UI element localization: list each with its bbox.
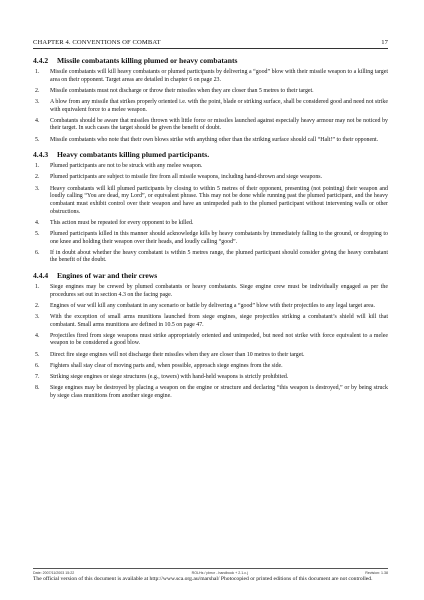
list-item-number: 4. — [35, 117, 40, 124]
list-item — [33, 118, 388, 133]
list-item-number: 1. — [35, 69, 40, 75]
list-item-text: Direct fire siege engines will not discharge their missiles when they are closer than 10 metres to their target. — [50, 351, 305, 358]
list-item — [33, 220, 388, 228]
footer-document-id: ROLHs / plmcr - handbook + 2.1.c.j — [191, 571, 248, 575]
list-item-number: 4. — [35, 219, 40, 226]
footer-date: Date: 2007/11/2003 15:22 — [33, 571, 75, 575]
list-item-number: 5. — [35, 230, 40, 237]
list-item — [33, 314, 388, 329]
list-item-text: Engines of war will kill any combatant in any scenario or battle by delivering a “good” blow with their projectiles to any legal target area. — [50, 302, 375, 309]
list-item-number: 3. — [35, 98, 40, 105]
list-item-text: Projectiles fired from siege weapons must strike appropriately oriented and unimpeded, but need not strike with force equivalent to a melee weapon to be considered a good blow. — [50, 332, 388, 347]
list-item — [33, 284, 388, 299]
list-item — [33, 374, 388, 382]
page-footer — [33, 568, 388, 583]
list-item — [33, 99, 388, 114]
list-item-number: 5. — [35, 351, 40, 358]
list-item — [33, 174, 388, 182]
list-item-number: 1. — [35, 283, 40, 290]
list-item-text: Combatants should be aware that missiles thrown with little force or missiles launched against especially heavy armour may not be noticed by their target. In such cases the target should be given the benefit of doubt. — [50, 117, 388, 132]
list-item-text: Siege engines may be destroyed by placing a weapon on the engine or structure and declaring “this weapon is destroyed,” or by being struck by siege class munitions from another siege engine. — [50, 385, 388, 399]
list-item-number: 8. — [35, 385, 40, 392]
list-item-text: Plumed participants killed in this manner should acknowledge kills by heavy combatants by immediately falling to the ground, or dropping to one knee and holding their weapon over their heads, and loudly calling “good”. — [50, 230, 388, 245]
list-item-number: 3. — [35, 185, 40, 192]
list-item-number: 5. — [35, 136, 40, 143]
list-item-number: 2. — [35, 174, 40, 181]
list-item-text: Siege engines may be crewed by plumed combatants or heavy combatants. Siege engine crew must be individually engaged as per the procedures set out in section 4.3 on the facing page. — [50, 283, 388, 298]
list-item — [33, 352, 388, 360]
list-item — [33, 88, 388, 96]
list-item — [33, 385, 388, 400]
section-4-4-3 — [33, 150, 388, 265]
section-heading — [33, 56, 388, 66]
list-item-text: Plumed participants are not to be struck with any melee weapon. — [50, 163, 203, 170]
section-4-4-4 — [33, 271, 388, 400]
numbered-list — [33, 284, 388, 400]
list-item-number: 1. — [35, 163, 40, 170]
list-item-text: Fighters shall stay clear of moving parts and, when possible, approach siege engines from the side. — [50, 362, 283, 369]
list-item — [33, 137, 388, 145]
list-item-text: Missile combatants will kill heavy combatants or plumed participants by delivering a “good” blow with their missile weapon to a killing target area on their opponent. Target areas are detailed in chapter 6 on page 23. — [50, 69, 388, 83]
section-heading — [33, 271, 388, 281]
page-number: 17 — [381, 39, 388, 46]
list-item-text: Plumed participants are subject to missile fire from all missile weapons, including hand-thrown and siege weapons. — [50, 174, 323, 181]
section-title: Missile combatants killing plumed or heavy combatants — [57, 56, 238, 65]
running-header — [33, 39, 388, 49]
list-item — [33, 250, 388, 265]
list-item-number: 7. — [35, 373, 40, 380]
section-title: Engines of war and their crews — [57, 270, 158, 280]
list-item-text: With the exception of small arms munitions launched from siege engines, siege projectiles striking a combatant’s shield will kill that combatant. Small arms munitions are defined in 10.5 on page 47. — [50, 313, 388, 328]
list-item-text: This action must be repeated for every opponent to be killed. — [50, 219, 194, 226]
list-item-number: 2. — [35, 87, 40, 94]
list-item-number: 2. — [35, 302, 40, 309]
page-content — [33, 56, 388, 406]
list-item-text: Heavy combatants will kill plumed participants by closing to within 5 metres of their opponent, presenting (not pointing) their weapon and loudly calling “You are dead, my Lord”, or equivalent phrase. This may not be done while running past the plumed participant, and the heavy combatant must exhibit control over their weapon and have an unimpeded path to the plumed participant without intervening walls or other obstructions. — [50, 185, 388, 215]
section-title: Heavy combatants killing plumed participants. — [57, 150, 210, 160]
list-item-number: 3. — [35, 313, 40, 320]
list-item — [33, 231, 388, 246]
list-item-text: A blow from any missile that strikes properly oriented i.e. with the point, blade or striking surface, shall be considered good and need not strike with equivalent force to a melee weapon. — [50, 98, 388, 113]
footer-meta — [33, 571, 388, 575]
footer-revision: Revision: 1.38 — [365, 571, 388, 575]
list-item — [33, 363, 388, 371]
section-number: 4.4.3 — [33, 150, 49, 160]
list-item-number: 6. — [35, 249, 40, 256]
numbered-list — [33, 69, 388, 144]
list-item-text: If in doubt about whether the heavy combatant is within 5 metres range, the plumed participant should consider giving the heavy combatant the benefit of the doubt. — [50, 249, 388, 264]
chapter-title: CHAPTER 4. CONVENTIONS OF COMBAT — [33, 39, 161, 46]
list-item-text: Striking siege engines or siege structures (e.g., towers) with hand-held weapons is strictly prohibited. — [50, 373, 289, 380]
list-item — [33, 303, 388, 311]
section-heading — [33, 150, 388, 160]
list-item — [33, 186, 388, 217]
list-item — [33, 163, 388, 171]
list-item-number: 4. — [35, 332, 40, 339]
section-number: 4.4.4 — [33, 270, 49, 280]
list-item — [33, 69, 388, 84]
footer-note: The official version of this document is available at http://www.sca.org.au/marshal/ Photocopied or printed editions of this document are not controlled. — [33, 576, 373, 582]
list-item — [33, 333, 388, 348]
list-item-text: Missile combatants who note that their own blows strike with anything other than the striking surface should call “Halt!” to their opponent. — [50, 136, 379, 143]
list-item-number: 6. — [35, 362, 40, 369]
section-4-4-2 — [33, 56, 388, 144]
numbered-list — [33, 163, 388, 265]
list-item-text: Missile combatants must not discharge or throw their missiles when they are closer than 5 metres to their target. — [50, 87, 314, 94]
section-number: 4.4.2 — [33, 56, 49, 65]
